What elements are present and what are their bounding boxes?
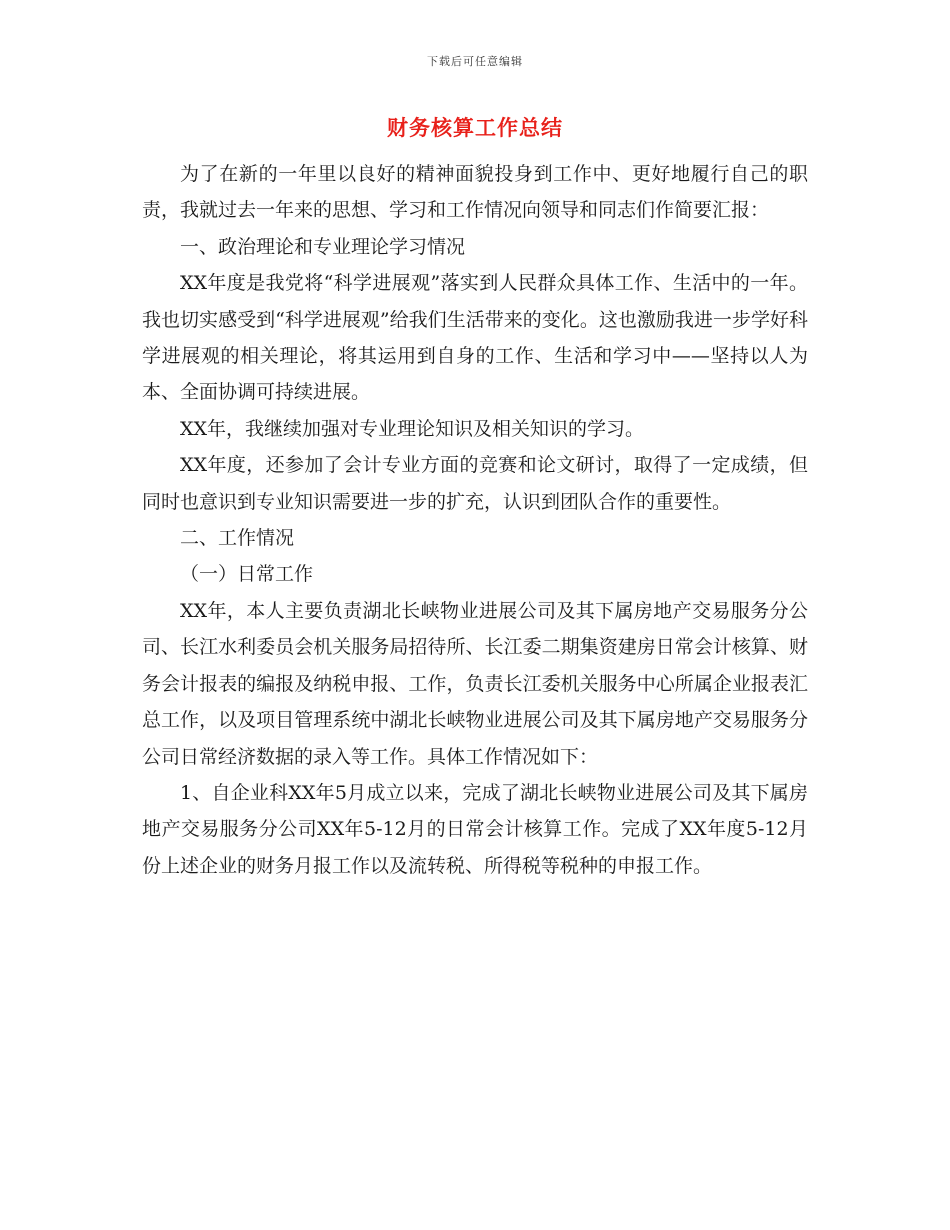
document-body xyxy=(142,156,808,884)
header-note: 下载后可任意编辑 xyxy=(427,55,523,68)
paragraph-duties: XX年，本人主要负责湖北长峡物业进展公司及其下属房地产交易服务分公司、长江水利委员会机关服务局招待所、长江委二期集资建房日常会计核算、财务会计报表的编报及纳税申报、工作，负责长江委机关服务中心所属企业报表汇总工作，以及项目管理系统中湖北长峡物业进展公司及其下属房地产交易服务分公司日常经济数据的录入等工作。具体工作情况如下： xyxy=(142,599,808,768)
paragraph-intro: 为了在新的一年里以良好的精神面貌投身到工作中、更好地履行自己的职责，我就过去一年来的思想、学习和工作情况向领导和同志们作简要汇报： xyxy=(142,163,808,222)
section-heading-2: 二、工作情况 xyxy=(180,527,295,550)
document-title: 财务核算工作总结 xyxy=(387,115,563,140)
paragraph-item-1: 1、自企业科XX年5月成立以来，完成了湖北长峡物业进展公司及其下属房地产交易服务分公司XX年5-12月的日常会计核算工作。完成了XX年度5-12月份上述企业的财务月报工作以及流转税、所得税等税种的申报工作。 xyxy=(142,781,808,877)
paragraph-competition: XX年度，还参加了会计专业方面的竞赛和论文研讨，取得了一定成绩，但同时也意识到专业知识需要进一步的扩充，认识到团队合作的重要性。 xyxy=(142,454,808,513)
section-heading-1: 一、政治理论和专业理论学习情况 xyxy=(180,235,466,258)
paragraph-study: XX年，我继续加强对专业理论知识及相关知识的学习。 xyxy=(180,417,645,440)
subsection-heading-daily: （一）日常工作 xyxy=(180,563,314,586)
paragraph-theory: XX年度是我党将“科学进展观”落实到人民群众具体工作、生活中的一年。我也切实感受到“科学进展观”给我们生活带来的变化。这也激励我进一步学好科学进展观的相关理论，将其运用到自身的工作、生活和学习中——坚持以人为本、全面协调可持续进展。 xyxy=(142,272,808,404)
